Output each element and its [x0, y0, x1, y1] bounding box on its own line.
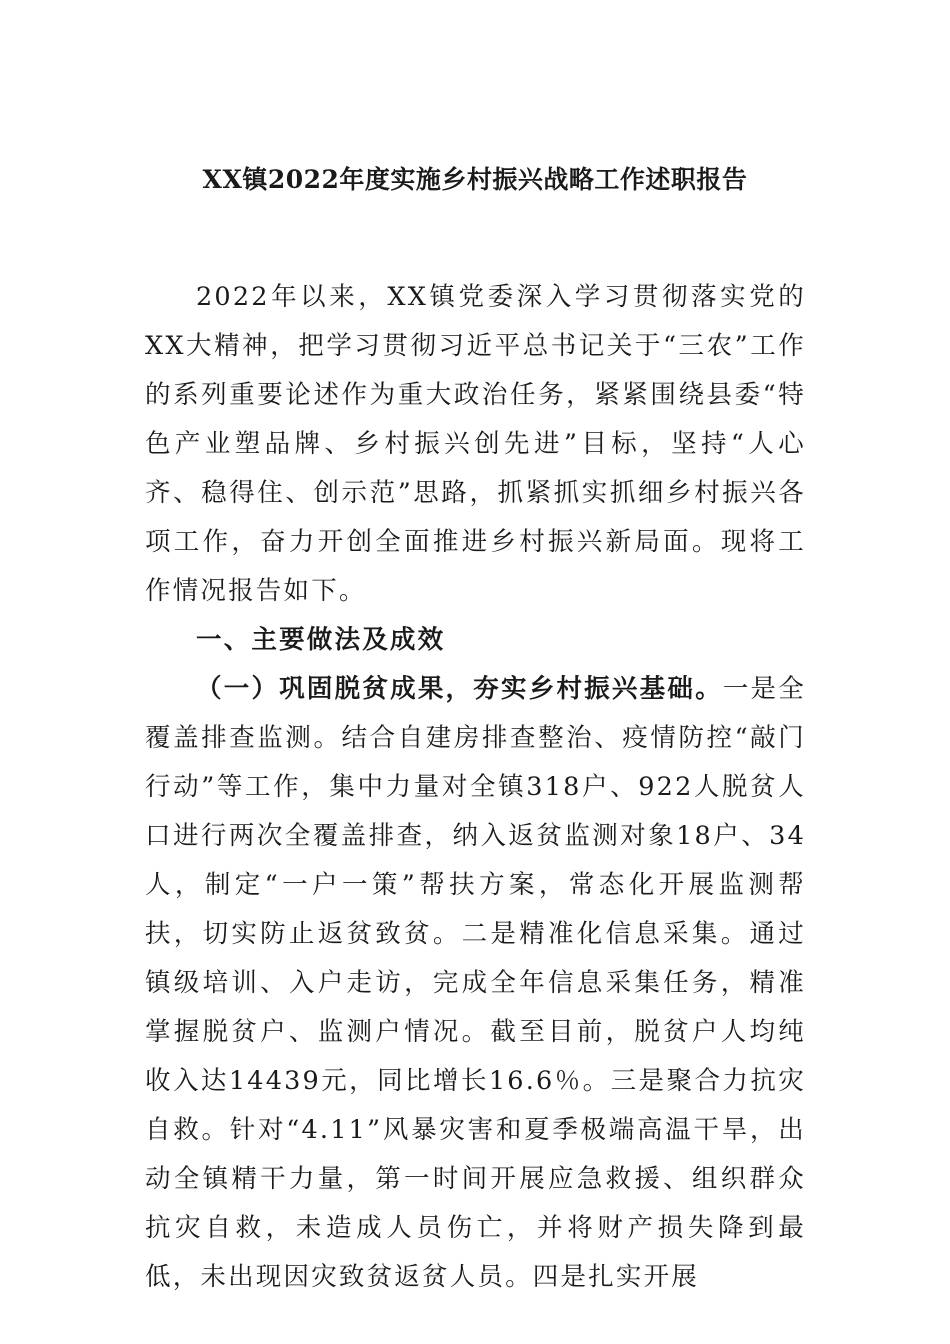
body-paragraph — [145, 665, 806, 1302]
section-heading: 一、主要做法及成效 — [196, 625, 446, 655]
document-body — [145, 273, 806, 1302]
document-title: XX镇2022年度实施乡村振兴战略工作述职报告 — [202, 165, 748, 194]
sub-heading: （一）巩固脱贫成果，夯实乡村振兴基础。 — [196, 674, 723, 704]
intro-paragraph: 2022年以来，XX镇党委深入学习贯彻落实党的XX大精神，把学习贯彻习近平总书记关于“三农”工作的系列重要论述作为重大政治任务，紧紧围绕县委“特色产业塑品牌、乡村振兴创先进”目标，坚持“人心齐、稳得住、创示范”思路，抓紧抓实抓细乡村振兴各项工作，奋力开创全面推进乡村振兴新局面。现将工作情况报告如下。 — [145, 282, 806, 606]
body-text: 一是全覆盖排查监测。结合自建房排查整治、疫情防控“敲门行动”等工作，集中力量对全镇318户、922人脱贫人口进行两次全覆盖排查，纳入返贫监测对象18户、34人，制定“一户一策”帮扶方案，常态化开展监测帮扶，切实防止返贫致贫。二是精准化信息采集。通过镇级培训、入户走访，完成全年信息采集任务，精准掌握脱贫户、监测户情况。截至目前，脱贫户人均纯收入达14439元，同比增长16.6％。三是聚合力抗灾自救。针对“4.11”风暴灾害和夏季极端高温干旱，出动全镇精干力量，第一时间开展应急救援、组织群众抗灾自救，未造成人员伤亡，并将财产损失降到最低，未出现因灾致贫返贫人员。四是扎实开展 — [145, 674, 806, 1292]
